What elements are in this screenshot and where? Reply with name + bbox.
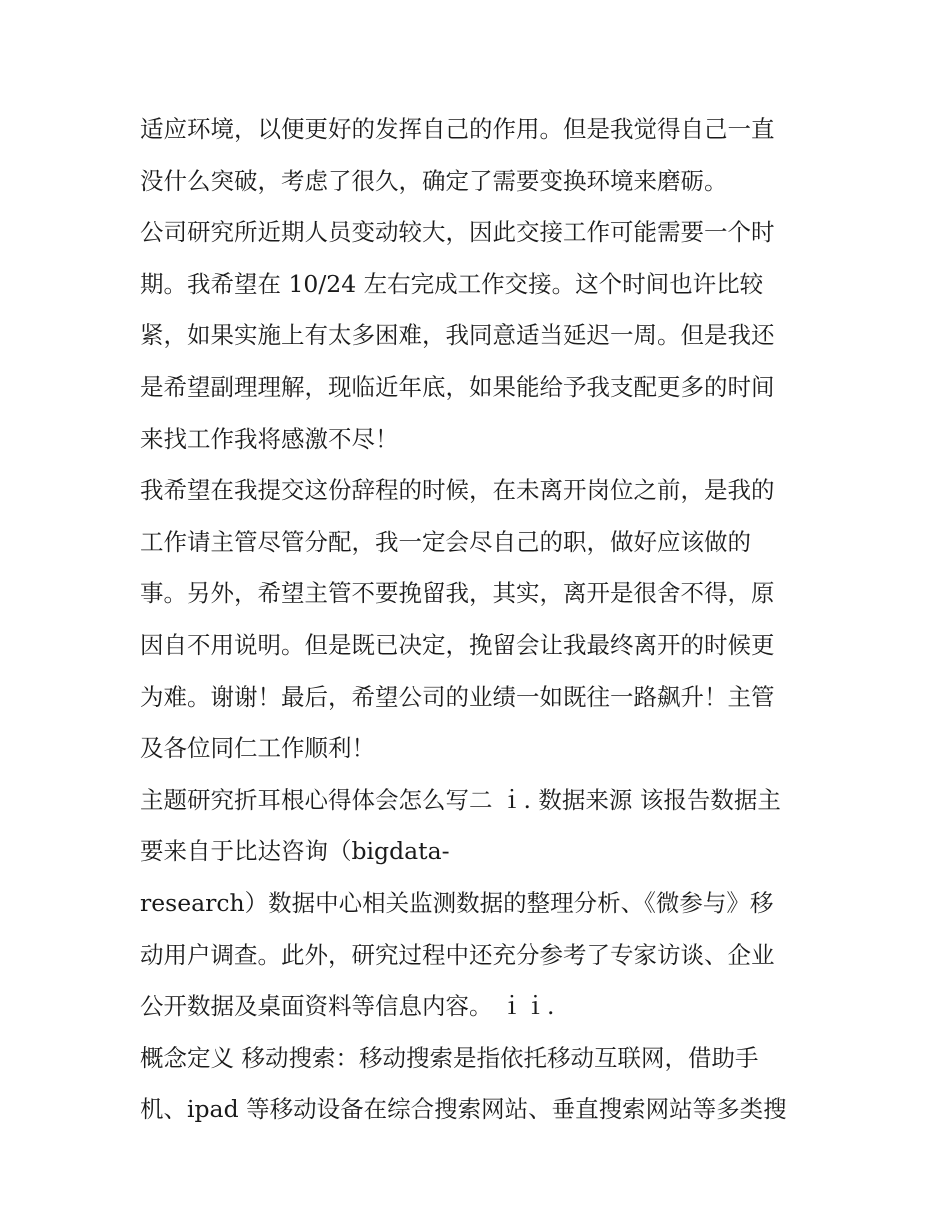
text-line-11: 因自不用说明。但是既已决定，挽留会让我最终离开的时候更 [140, 630, 775, 659]
text-line-1: 适应环境，以便更好的发挥自己的作用。但是我觉得自己一直 [140, 115, 775, 143]
text-line-14: 主题研究折耳根心得体会怎么写二 ｉ. 数据来源 该报告数据主 [140, 785, 781, 814]
text-line-12: 为难。谢谢！最后，希望公司的业绩一如既往一路飙升！主管 [140, 682, 775, 711]
text-line-3: 公司研究所近期人员变动较大，因此交接工作可能需要一个时 [140, 218, 775, 247]
text-line-2: 没什么突破，考虑了很久，确定了需要变换环境来磨砺。 [140, 166, 728, 195]
text-line-19: 概念定义 移动搜索：移动搜索是指依托移动互联网，借助手 [140, 1043, 759, 1072]
text-line-10: 事。另外，希望主管不要挽留我，其实，离开是很舍不得，原 [140, 579, 775, 608]
text-line-16: research）数据中心相关监测数据的整理分析、《微参与》移 [140, 888, 774, 917]
text-line-20: 机、ipad 等移动设备在综合搜索网站、垂直搜索网站等多类搜 [140, 1095, 787, 1124]
text-line-8: 我希望在我提交这份辞程的时候，在未离开岗位之前，是我的 [140, 476, 775, 505]
text-line-7: 来找工作我将感激不尽！ [140, 424, 399, 453]
text-line-9: 工作请主管尽管分配，我一定会尽自己的职，做好应该做的 [140, 527, 751, 556]
text-line-18: 公开数据及桌面资料等信息内容。 ｉｉ. [140, 992, 555, 1021]
text-line-4: 期。我希望在 10/24 左右完成工作交接。这个时间也许比较 [140, 269, 764, 298]
document-body [140, 104, 820, 1136]
text-line-15: 要来自于比达咨询（bigdata- [140, 837, 450, 866]
text-line-13: 及各位同仁工作顺利！ [140, 734, 375, 763]
text-line-5: 紧，如果实施上有太多困难，我同意适当延迟一周。但是我还 [140, 321, 775, 350]
text-line-6: 是希望副理理解，现临近年底，如果能给予我支配更多的时间 [140, 372, 775, 401]
text-line-17: 动用户调查。此外，研究过程中还充分参考了专家访谈、企业 [140, 940, 775, 969]
